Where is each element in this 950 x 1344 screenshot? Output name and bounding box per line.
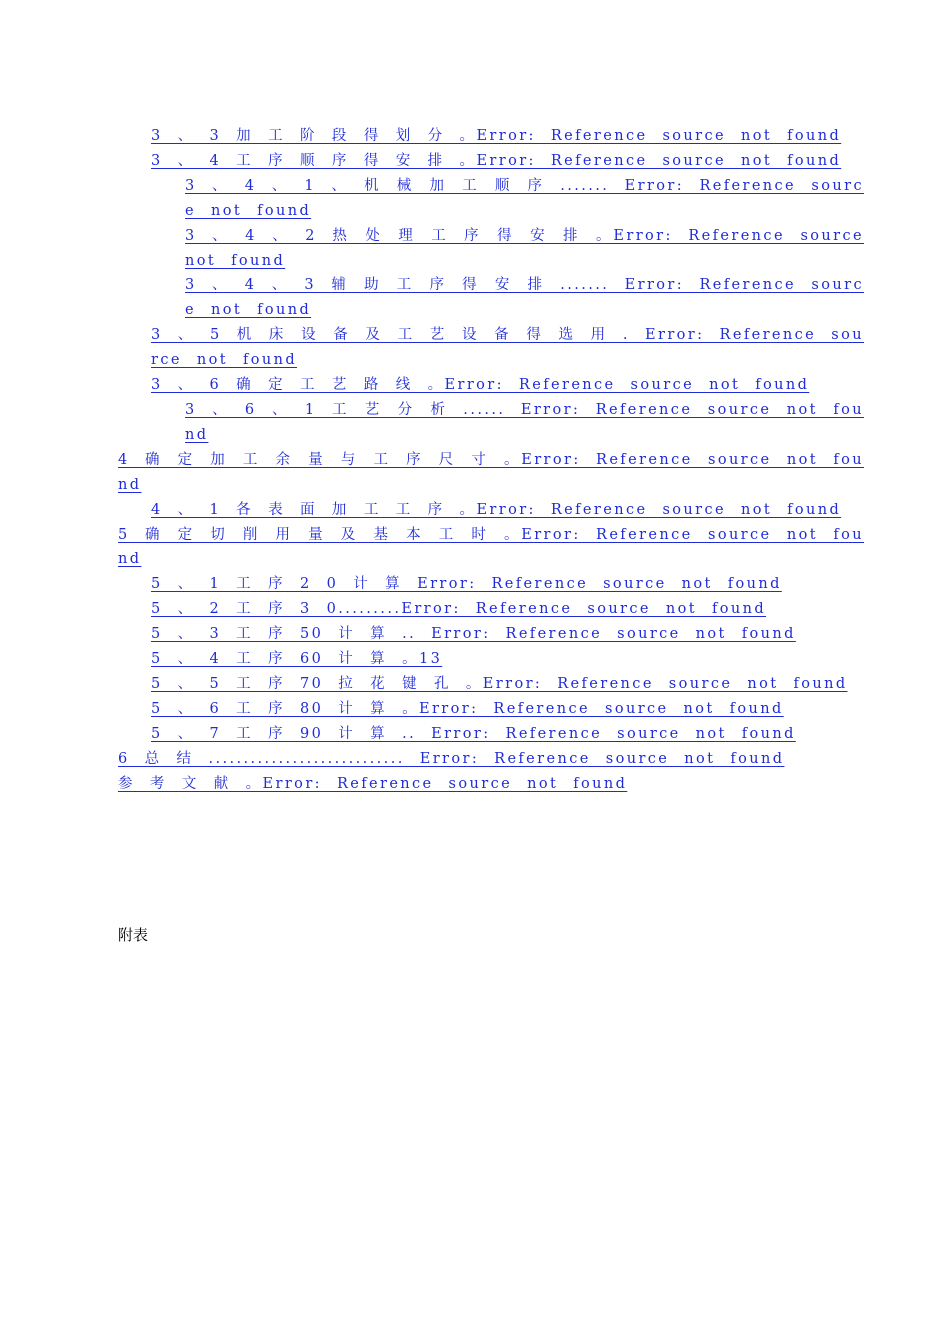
toc-entry-link[interactable]: 5 、 7 工 序 90 计 算 .. Error: Reference source not found — [151, 725, 796, 742]
toc-entry-link[interactable]: 4 、 1 各 表 面 加 工 工 序 。Error: Reference source not found — [151, 501, 842, 518]
toc-entry-link[interactable]: 5 、 1 工 序 2 0 计 算 Error: Reference source not found — [151, 576, 782, 593]
toc-entry-link[interactable]: 3 、 3 加 工 阶 段 得 划 分 。Error: Reference source not found — [151, 128, 842, 144]
toc-entry-link[interactable]: 5 、 4 工 序 60 计 算 。13 — [151, 651, 443, 668]
toc-entry-link[interactable]: 5 、 5 工 序 70 拉 花 键 孔 。Error: Reference source not found — [151, 675, 848, 692]
appendix-label: 附表 — [118, 926, 149, 944]
toc-entry-link[interactable]: 6 总 结 ............................ Error: Reference source not found — [118, 750, 785, 767]
toc-entry-link[interactable]: 5 、 6 工 序 80 计 算 。Error: Reference source not found — [151, 700, 784, 717]
toc-entry-link[interactable]: 3 、 4 、 3 辅 助 工 序 得 安 排 ....... Error: Reference source not found — [185, 277, 864, 319]
toc-entry-link[interactable]: 4 确 定 加 工 余 量 与 工 序 尺 寸 。Error: Reference source not found — [118, 451, 864, 493]
toc-entry-link[interactable]: 3 、 4 工 序 顺 序 得 安 排 。Error: Reference source not found — [151, 152, 842, 169]
toc-entry-link[interactable]: 5 、 2 工 序 3 0.........Error: Reference source not found — [151, 601, 767, 618]
toc-entry-link[interactable]: 3 、 4 、 1 、 机 械 加 工 顺 序 ....... Error: Reference source not found — [185, 177, 864, 219]
toc-entry-link[interactable]: 3 、 5 机 床 设 备 及 工 艺 设 备 得 选 用 . Error: Reference source not found — [151, 327, 864, 369]
toc-entry-link[interactable]: 3 、 4 、 2 热 处 理 工 序 得 安 排 。Error: Reference source not found — [185, 227, 864, 269]
table-of-contents — [118, 124, 864, 796]
toc-entry-link[interactable]: 3 、 6 确 定 工 艺 路 线 。Error: Reference source not found — [151, 377, 810, 394]
toc-entry-link[interactable]: 5 、 3 工 序 50 计 算 .. Error: Reference source not found — [151, 626, 796, 643]
toc-entry-link[interactable]: 参 考 文 献 。Error: Reference source not found — [118, 775, 628, 792]
toc-entry-link[interactable]: 3 、 6 、 1 工 艺 分 析 ...... Error: Reference source not found — [185, 401, 864, 443]
toc-entry-link[interactable]: 5 确 定 切 削 用 量 及 基 本 工 时 。Error: Reference source not found — [118, 526, 864, 568]
